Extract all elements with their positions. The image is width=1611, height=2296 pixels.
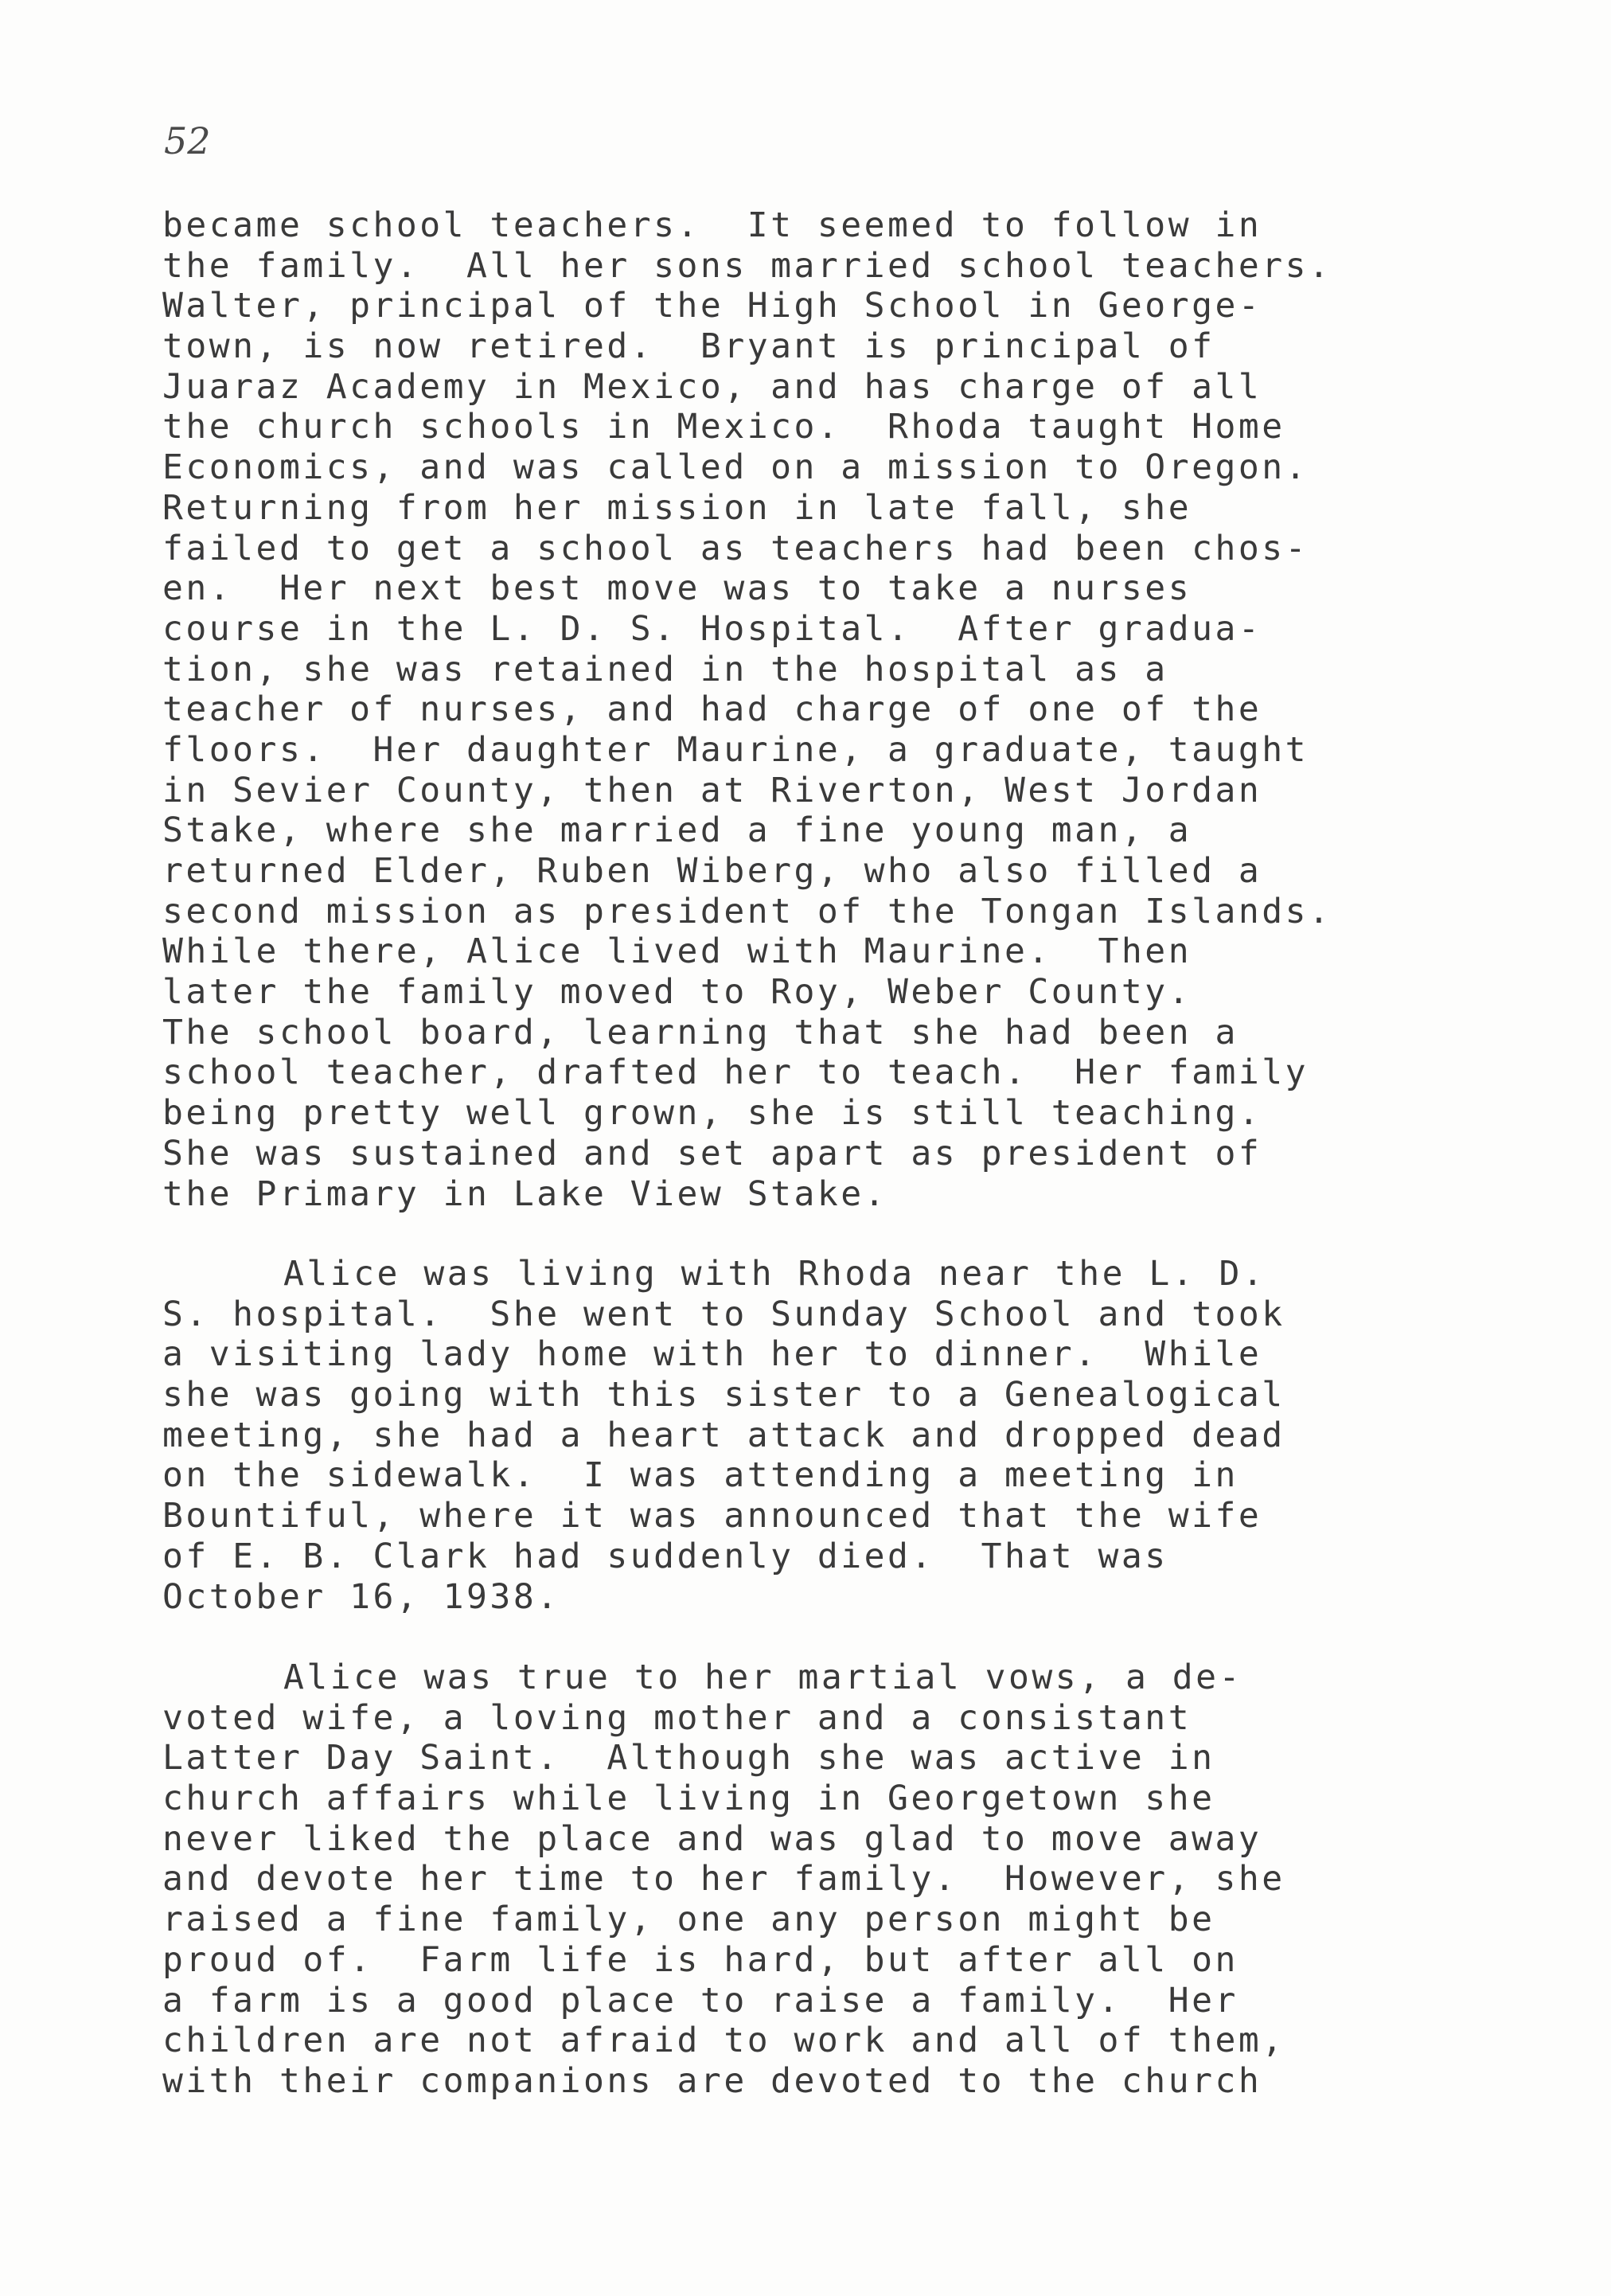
- text-line: Economics, and was called on a mission to Oregon.: [162, 447, 1309, 488]
- text-line: children are not afraid to work and all of them,: [162, 2021, 1285, 2061]
- page-number: 52: [164, 119, 211, 162]
- text-line: never liked the place and was glad to move away: [162, 1818, 1262, 1859]
- text-line: the church schools in Mexico. Rhoda taught Home: [162, 407, 1285, 447]
- text-line: second mission as president of the Tongan Islands.: [162, 891, 1332, 931]
- text-line: with their companions are devoted to the church: [162, 2060, 1262, 2101]
- text-line: She was sustained and set apart as president of: [162, 1133, 1262, 1173]
- text-line: on the sidewalk. I was attending a meeting in: [162, 1455, 1238, 1496]
- text-line: town, is now retired. Bryant is principal of: [162, 326, 1215, 367]
- text-line: the family. All her sons married school teachers.: [162, 245, 1332, 286]
- text-line: a visiting lady home with her to dinner. While: [162, 1334, 1262, 1375]
- text-line: tion, she was retained in the hospital as a: [162, 649, 1168, 689]
- text-line: Alice was true to her martial vows, a de-: [283, 1658, 1242, 1697]
- text-line: school teacher, drafted her to teach. Her family: [162, 1052, 1309, 1093]
- text-line: Juaraz Academy in Mexico, and has charge of all: [162, 366, 1262, 407]
- text-line: Stake, where she married a fine young man, a: [162, 810, 1192, 851]
- text-line: While there, Alice lived with Maurine. Then: [162, 931, 1192, 972]
- text-line: later the family moved to Roy, Weber County.: [162, 972, 1192, 1013]
- text-line: being pretty well grown, she is still teaching.: [162, 1093, 1262, 1134]
- text-line: and devote her time to her family. However, she: [162, 1859, 1285, 1900]
- text-line: voted wife, a loving mother and a consistant: [162, 1697, 1192, 1738]
- text-line: a farm is a good place to raise a family. Her: [162, 1980, 1238, 2021]
- text-line: Latter Day Saint. Although she was active in: [162, 1738, 1215, 1779]
- text-line: of E. B. Clark had suddenly died. That was: [162, 1536, 1168, 1576]
- text-line: floors. Her daughter Maurine, a graduate, taught: [162, 729, 1309, 770]
- text-line: church affairs while living in Georgetown she: [162, 1779, 1215, 1819]
- paragraph: [162, 1658, 1285, 2102]
- text-line: The school board, learning that she had been a: [162, 1012, 1238, 1052]
- text-line: course in the L. D. S. Hospital. After gradua-: [162, 608, 1262, 649]
- text-line: October 16, 1938.: [162, 1576, 560, 1617]
- text-line: Walter, principal of the High School in George-: [162, 286, 1262, 326]
- paragraph: [162, 205, 1332, 1214]
- text-line: S. hospital. She went to Sunday School and took: [162, 1294, 1285, 1334]
- text-line: meeting, she had a heart attack and dropped dead: [162, 1415, 1285, 1455]
- paragraph: [162, 1254, 1285, 1617]
- text-line: en. Her next best move was to take a nurses: [162, 568, 1192, 609]
- text-line: raised a fine family, one any person might be: [162, 1900, 1215, 1940]
- text-line: teacher of nurses, and had charge of one of the: [162, 689, 1262, 730]
- text-line: failed to get a school as teachers had been chos-: [162, 528, 1309, 568]
- text-line: the Primary in Lake View Stake.: [162, 1173, 888, 1214]
- text-line: Bountiful, where it was announced that the wife: [162, 1496, 1262, 1537]
- text-line: she was going with this sister to a Genealogical: [162, 1375, 1285, 1415]
- text-line: returned Elder, Ruben Wiberg, who also filled a: [162, 851, 1262, 891]
- text-line: Returning from her mission in late fall, she: [162, 487, 1192, 528]
- text-line: Alice was living with Rhoda near the L. D.: [283, 1254, 1266, 1294]
- text-line: proud of. Farm life is hard, but after all on: [162, 1939, 1238, 1980]
- text-line: in Sevier County, then at Riverton, West Jordan: [162, 770, 1262, 810]
- text-line: became school teachers. It seemed to follow in: [162, 205, 1262, 245]
